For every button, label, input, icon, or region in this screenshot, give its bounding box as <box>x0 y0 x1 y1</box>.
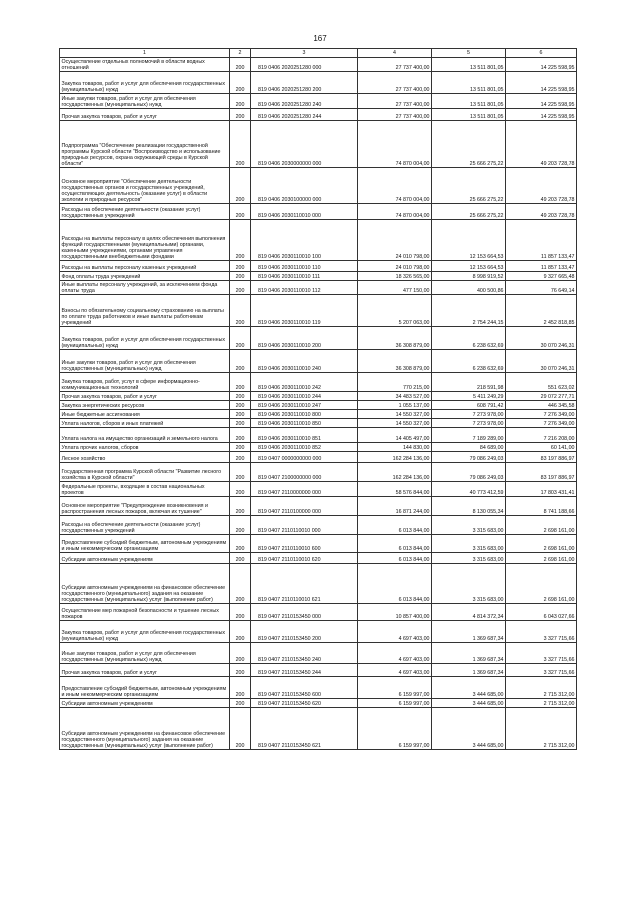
table-row <box>60 168 577 204</box>
row-remaining: 14 225 598,95 <box>506 109 577 121</box>
row-name: Уплата налога на имущество организаций и земельного налога <box>60 428 230 443</box>
row-plan: 36 308 879,00 <box>358 327 432 350</box>
row-remaining: 30 070 246,31 <box>506 327 577 350</box>
row-kbk: 819 0406 2030110010 852 <box>251 443 358 452</box>
row-code: 200 <box>230 428 251 443</box>
row-plan: 6 013 844,00 <box>358 535 432 553</box>
row-remaining: 11 857 133,47 <box>506 261 577 272</box>
row-plan: 58 576 844,00 <box>358 482 432 497</box>
column-header: 5 <box>432 49 506 58</box>
row-name: Предоставление субсидий бюджетным, автономным учреждениям и иным некоммерческим организациям <box>60 535 230 553</box>
row-kbk: 819 0407 0000000000 000 <box>251 452 358 463</box>
row-name: Закупка товаров, работ и услуг для обеспечения государственных (муниципальных) нужд <box>60 72 230 94</box>
row-plan: 6 159 997,00 <box>358 708 432 750</box>
row-code: 200 <box>230 281 251 295</box>
row-name: Иные закупки товаров, работ и услуг для обеспечения государственных (муниципальных) нужд <box>60 643 230 664</box>
table-row <box>60 281 577 295</box>
row-executed: 5 411 249,29 <box>432 392 506 401</box>
row-executed: 3 315 683,00 <box>432 516 506 535</box>
row-remaining: 11 857 133,47 <box>506 220 577 261</box>
row-code: 200 <box>230 94 251 109</box>
table-header-row <box>60 49 577 58</box>
row-code: 200 <box>230 350 251 373</box>
row-kbk: 819 0407 2110153450 244 <box>251 664 358 677</box>
row-remaining: 551 623,02 <box>506 373 577 392</box>
row-code: 200 <box>230 443 251 452</box>
table-row <box>60 452 577 463</box>
row-plan: 36 308 879,00 <box>358 350 432 373</box>
row-remaining: 83 197 886,97 <box>506 452 577 463</box>
row-kbk: 819 0406 2030110010 247 <box>251 401 358 410</box>
row-plan: 18 326 565,00 <box>358 272 432 281</box>
row-code: 200 <box>230 497 251 516</box>
table-row <box>60 621 577 643</box>
row-kbk: 819 0407 2100000000 000 <box>251 463 358 482</box>
row-executed: 40 773 412,59 <box>432 482 506 497</box>
table-row <box>60 392 577 401</box>
row-kbk: 819 0407 2110110010 600 <box>251 535 358 553</box>
row-remaining: 2 715 312,00 <box>506 708 577 750</box>
row-kbk: 819 0407 2110153450 600 <box>251 677 358 699</box>
row-remaining: 3 327 715,66 <box>506 621 577 643</box>
row-name: Осуществление отдельных полномочий в области водных отношений <box>60 58 230 72</box>
row-plan: 6 013 844,00 <box>358 564 432 604</box>
row-name: Закупка товаров, работ, услуг в сфере информационно-коммуникационных технологий <box>60 373 230 392</box>
row-name: Прочая закупка товаров, работ и услуг <box>60 664 230 677</box>
row-remaining: 49 203 728,78 <box>506 204 577 220</box>
row-name: Иные бюджетные ассигнования <box>60 410 230 419</box>
table-row <box>60 109 577 121</box>
row-code: 200 <box>230 392 251 401</box>
table-row <box>60 204 577 220</box>
row-plan: 162 284 136,00 <box>358 452 432 463</box>
row-plan: 4 697 403,00 <box>358 643 432 664</box>
table-row <box>60 428 577 443</box>
row-name: Субсидии автономным учреждениям <box>60 553 230 564</box>
row-remaining: 14 225 598,95 <box>506 94 577 109</box>
row-remaining: 2 698 161,00 <box>506 535 577 553</box>
row-code: 200 <box>230 168 251 204</box>
row-kbk: 819 0407 2110110010 621 <box>251 564 358 604</box>
table-row <box>60 604 577 621</box>
row-code: 200 <box>230 204 251 220</box>
row-code: 200 <box>230 109 251 121</box>
row-remaining: 2 452 818,85 <box>506 295 577 327</box>
table-row <box>60 94 577 109</box>
row-name: Предоставление субсидий бюджетным, автономным учреждениям и иным некоммерческим организациям <box>60 677 230 699</box>
table-row <box>60 535 577 553</box>
budget-table <box>59 48 577 750</box>
table-row <box>60 516 577 535</box>
row-remaining: 60 141,00 <box>506 443 577 452</box>
row-kbk: 819 0406 2030110010 800 <box>251 410 358 419</box>
row-kbk: 819 0407 2110110010 000 <box>251 516 358 535</box>
row-kbk: 819 0407 2110153450 620 <box>251 699 358 708</box>
row-kbk: 819 0406 2020251280 000 <box>251 58 358 72</box>
row-executed: 13 511 801,05 <box>432 58 506 72</box>
row-executed: 3 444 685,00 <box>432 699 506 708</box>
row-remaining: 17 803 431,41 <box>506 482 577 497</box>
row-code: 200 <box>230 643 251 664</box>
table-row <box>60 699 577 708</box>
row-code: 200 <box>230 261 251 272</box>
row-plan: 477 150,00 <box>358 281 432 295</box>
column-header: 1 <box>60 49 230 58</box>
row-name: Иные закупки товаров, работ и услуг для обеспечения государственных (муниципальных) нужд <box>60 94 230 109</box>
row-executed: 6 238 632,69 <box>432 350 506 373</box>
row-name: Федеральные проекты, входящие в состав национальных проектов <box>60 482 230 497</box>
row-code: 200 <box>230 463 251 482</box>
row-executed: 3 444 685,00 <box>432 708 506 750</box>
row-executed: 3 444 685,00 <box>432 677 506 699</box>
row-plan: 74 870 004,00 <box>358 204 432 220</box>
row-kbk: 819 0406 2020251280 200 <box>251 72 358 94</box>
row-remaining: 3 327 715,66 <box>506 643 577 664</box>
row-executed: 1 369 687,34 <box>432 664 506 677</box>
table-row <box>60 443 577 452</box>
row-code: 200 <box>230 220 251 261</box>
table-row <box>60 121 577 168</box>
row-executed: 7 273 978,00 <box>432 419 506 428</box>
row-executed: 608 791,42 <box>432 401 506 410</box>
row-kbk: 819 0406 2030000000 000 <box>251 121 358 168</box>
row-executed: 13 511 801,05 <box>432 72 506 94</box>
row-plan: 4 697 403,00 <box>358 664 432 677</box>
row-plan: 16 871 244,00 <box>358 497 432 516</box>
row-code: 200 <box>230 553 251 564</box>
row-code: 200 <box>230 295 251 327</box>
row-plan: 10 857 400,00 <box>358 604 432 621</box>
row-remaining: 9 327 665,48 <box>506 272 577 281</box>
row-kbk: 819 0406 2020251280 244 <box>251 109 358 121</box>
column-header: 3 <box>251 49 358 58</box>
row-plan: 5 207 063,00 <box>358 295 432 327</box>
table-row <box>60 463 577 482</box>
page-number: 167 <box>313 34 327 43</box>
row-plan: 27 737 400,00 <box>358 58 432 72</box>
row-name: Субсидии автономным учреждениям на финансовое обеспечение государственного (муниципального) задания на оказание государственных (муниципальных) услуг (выполнение работ) <box>60 708 230 750</box>
table-row <box>60 350 577 373</box>
row-remaining: 14 225 598,95 <box>506 58 577 72</box>
row-kbk: 819 0406 2030110010 240 <box>251 350 358 373</box>
row-executed: 7 189 289,00 <box>432 428 506 443</box>
table-row <box>60 564 577 604</box>
row-remaining: 30 070 246,31 <box>506 350 577 373</box>
table-row <box>60 401 577 410</box>
row-plan: 74 870 004,00 <box>358 168 432 204</box>
row-code: 200 <box>230 272 251 281</box>
row-plan: 14 550 327,00 <box>358 419 432 428</box>
table-row <box>60 419 577 428</box>
table-row <box>60 410 577 419</box>
row-kbk: 819 0406 2030110010 119 <box>251 295 358 327</box>
row-plan: 6 013 844,00 <box>358 553 432 564</box>
row-name: Расходы на обеспечение деятельности (оказание услуг) государственных учреждений <box>60 516 230 535</box>
row-executed: 400 500,86 <box>432 281 506 295</box>
row-plan: 74 870 004,00 <box>358 121 432 168</box>
table-row <box>60 373 577 392</box>
row-code: 200 <box>230 664 251 677</box>
row-kbk: 819 0406 2030110010 112 <box>251 281 358 295</box>
row-plan: 24 010 798,00 <box>358 220 432 261</box>
row-remaining: 49 203 728,78 <box>506 121 577 168</box>
row-name: Основное мероприятие "Обеспечение деятельности государственных органов и государственных учреждений, осуществляющих деятельность (оказание услуг) в области экологии и природных ресурсов" <box>60 168 230 204</box>
row-executed: 3 315 683,00 <box>432 535 506 553</box>
row-remaining: 2 698 161,00 <box>506 516 577 535</box>
row-executed: 218 591,98 <box>432 373 506 392</box>
row-remaining: 446 345,58 <box>506 401 577 410</box>
row-name: Фонд оплаты труда учреждений <box>60 272 230 281</box>
row-plan: 6 159 997,00 <box>358 699 432 708</box>
row-plan: 14 405 497,00 <box>358 428 432 443</box>
row-remaining: 14 225 598,95 <box>506 72 577 94</box>
row-name: Закупка товаров, работ и услуг для обеспечения государственных (муниципальных) нужд <box>60 621 230 643</box>
column-header: 6 <box>506 49 577 58</box>
row-remaining: 8 741 188,66 <box>506 497 577 516</box>
row-name: Уплата прочих налогов, сборов <box>60 443 230 452</box>
row-plan: 6 159 997,00 <box>358 677 432 699</box>
row-executed: 4 814 372,34 <box>432 604 506 621</box>
row-name: Взносы по обязательному социальному страхованию на выплаты по оплате труда работников и иные выплаты работникам учреждений <box>60 295 230 327</box>
row-kbk: 819 0406 2020251280 240 <box>251 94 358 109</box>
row-remaining: 49 203 728,78 <box>506 168 577 204</box>
row-kbk: 819 0406 2030110010 100 <box>251 220 358 261</box>
row-executed: 8 998 919,52 <box>432 272 506 281</box>
row-executed: 13 511 801,05 <box>432 109 506 121</box>
row-name: Закупка энергетических ресурсов <box>60 401 230 410</box>
row-name: Осуществление мер пожарной безопасности и тушение лесных пожаров <box>60 604 230 621</box>
row-name: Государственная программа Курской области "Развитие лесного хозяйства в Курской области" <box>60 463 230 482</box>
row-kbk: 819 0406 2030110010 244 <box>251 392 358 401</box>
row-name: Основное мероприятие "Предупреждение возникновения и распространения лесных пожаров, включая их тушение" <box>60 497 230 516</box>
row-executed: 84 689,00 <box>432 443 506 452</box>
row-code: 200 <box>230 535 251 553</box>
row-plan: 770 215,00 <box>358 373 432 392</box>
table-row <box>60 58 577 72</box>
row-code: 200 <box>230 373 251 392</box>
row-executed: 25 666 275,22 <box>432 168 506 204</box>
row-remaining: 76 649,14 <box>506 281 577 295</box>
row-remaining: 29 072 277,71 <box>506 392 577 401</box>
row-remaining: 2 698 161,00 <box>506 553 577 564</box>
row-plan: 14 550 327,00 <box>358 410 432 419</box>
row-kbk: 819 0407 2110000000 000 <box>251 482 358 497</box>
row-plan: 162 284 136,00 <box>358 463 432 482</box>
row-code: 200 <box>230 327 251 350</box>
row-plan: 1 055 137,00 <box>358 401 432 410</box>
row-code: 200 <box>230 419 251 428</box>
row-remaining: 2 698 161,00 <box>506 564 577 604</box>
row-plan: 27 737 400,00 <box>358 94 432 109</box>
row-kbk: 819 0406 2030110010 110 <box>251 261 358 272</box>
row-executed: 8 130 055,34 <box>432 497 506 516</box>
row-code: 200 <box>230 72 251 94</box>
row-code: 200 <box>230 121 251 168</box>
row-executed: 25 666 275,22 <box>432 121 506 168</box>
row-name: Расходы на выплаты персоналу в целях обеспечения выполнения функций государственными (муниципальными) органами, казенными учреждениями, органами управления государственными внебюджетными фондами <box>60 220 230 261</box>
table-row <box>60 643 577 664</box>
row-name: Уплата налогов, сборов и иных платежей <box>60 419 230 428</box>
row-code: 200 <box>230 699 251 708</box>
row-name: Иные выплаты персоналу учреждений, за исключением фонда оплаты труда <box>60 281 230 295</box>
row-name: Подпрограмма "Обеспечение реализации государственной программы Курской области "Воспроизводство и использование природных ресурсов, охрана окружающей среды в Курской области" <box>60 121 230 168</box>
table-row <box>60 677 577 699</box>
row-code: 200 <box>230 452 251 463</box>
row-plan: 144 830,00 <box>358 443 432 452</box>
row-plan: 4 697 403,00 <box>358 621 432 643</box>
row-executed: 79 086 249,03 <box>432 463 506 482</box>
row-code: 200 <box>230 401 251 410</box>
row-remaining: 3 327 715,66 <box>506 664 577 677</box>
row-remaining: 6 043 027,66 <box>506 604 577 621</box>
table-row <box>60 295 577 327</box>
row-kbk: 819 0406 2030110010 242 <box>251 373 358 392</box>
row-name: Субсидии автономным учреждениям <box>60 699 230 708</box>
row-kbk: 819 0406 2030110010 851 <box>251 428 358 443</box>
table-row <box>60 72 577 94</box>
row-code: 200 <box>230 58 251 72</box>
table-row <box>60 497 577 516</box>
row-kbk: 819 0407 2110153450 000 <box>251 604 358 621</box>
row-remaining: 2 715 312,00 <box>506 677 577 699</box>
row-kbk: 819 0407 2110100000 000 <box>251 497 358 516</box>
row-executed: 79 086 249,03 <box>432 452 506 463</box>
table-row <box>60 261 577 272</box>
row-executed: 2 754 244,15 <box>432 295 506 327</box>
row-name: Закупка товаров, работ и услуг для обеспечения государственных (муниципальных) нужд <box>60 327 230 350</box>
row-name: Прочая закупка товаров, работ и услуг <box>60 109 230 121</box>
table-row <box>60 708 577 750</box>
row-kbk: 819 0406 2030110010 850 <box>251 419 358 428</box>
column-header: 2 <box>230 49 251 58</box>
row-name: Субсидии автономным учреждениям на финансовое обеспечение государственного (муниципального) задания на оказание государственных (муниципальных) услуг (выполнение работ) <box>60 564 230 604</box>
table-row <box>60 664 577 677</box>
row-remaining: 7 276 349,00 <box>506 419 577 428</box>
column-header: 4 <box>358 49 432 58</box>
table-row <box>60 482 577 497</box>
table-row <box>60 272 577 281</box>
row-kbk: 819 0406 2030100000 000 <box>251 168 358 204</box>
row-name: Иные закупки товаров, работ и услуг для обеспечения государственных (муниципальных) нужд <box>60 350 230 373</box>
row-code: 200 <box>230 677 251 699</box>
row-plan: 27 737 400,00 <box>358 72 432 94</box>
row-kbk: 819 0406 2030110010 000 <box>251 204 358 220</box>
row-remaining: 2 715 312,00 <box>506 699 577 708</box>
row-kbk: 819 0407 2110153450 240 <box>251 643 358 664</box>
row-code: 200 <box>230 621 251 643</box>
row-kbk: 819 0407 2110153450 621 <box>251 708 358 750</box>
row-executed: 12 153 664,53 <box>432 220 506 261</box>
row-executed: 13 511 801,05 <box>432 94 506 109</box>
table-row <box>60 327 577 350</box>
row-executed: 1 369 687,34 <box>432 643 506 664</box>
row-plan: 27 737 400,00 <box>358 109 432 121</box>
row-executed: 6 238 632,69 <box>432 327 506 350</box>
row-executed: 1 369 687,34 <box>432 621 506 643</box>
row-code: 200 <box>230 410 251 419</box>
row-executed: 7 273 978,00 <box>432 410 506 419</box>
table-row <box>60 553 577 564</box>
row-kbk: 819 0407 2110110010 620 <box>251 553 358 564</box>
row-plan: 6 013 844,00 <box>358 516 432 535</box>
row-remaining: 7 216 208,00 <box>506 428 577 443</box>
row-remaining: 83 197 886,97 <box>506 463 577 482</box>
row-code: 200 <box>230 604 251 621</box>
row-executed: 12 153 664,53 <box>432 261 506 272</box>
row-executed: 3 315 683,00 <box>432 564 506 604</box>
row-plan: 34 483 527,00 <box>358 392 432 401</box>
row-code: 200 <box>230 516 251 535</box>
row-code: 200 <box>230 708 251 750</box>
row-remaining: 7 276 349,00 <box>506 410 577 419</box>
row-name: Лесное хозяйство <box>60 452 230 463</box>
row-executed: 3 315 683,00 <box>432 553 506 564</box>
row-kbk: 819 0406 2030110010 111 <box>251 272 358 281</box>
row-kbk: 819 0407 2110153450 200 <box>251 621 358 643</box>
row-name: Расходы на обеспечение деятельности (оказание услуг) государственных учреждений <box>60 204 230 220</box>
row-name: Расходы на выплаты персоналу казенных учреждений <box>60 261 230 272</box>
row-kbk: 819 0406 2030110010 200 <box>251 327 358 350</box>
row-name: Прочая закупка товаров, работ и услуг <box>60 392 230 401</box>
row-plan: 24 010 798,00 <box>358 261 432 272</box>
table-row <box>60 220 577 261</box>
row-executed: 25 666 275,22 <box>432 204 506 220</box>
row-code: 200 <box>230 482 251 497</box>
row-code: 200 <box>230 564 251 604</box>
